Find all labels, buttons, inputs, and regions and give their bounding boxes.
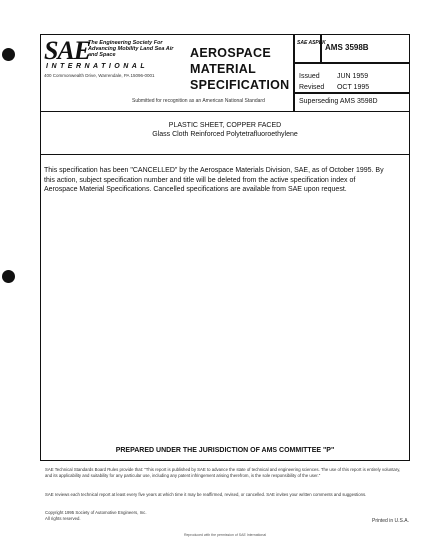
issue-dates [299,71,369,93]
sae-logo [44,38,184,76]
issued-date: JUN 1959 [336,73,369,80]
review-notice: SAE reviews each technical report at least every five years at which time it may be reaffirmed, revised, or cancelled. SAE invites your written comments and suggestions. [45,492,367,497]
cancellation-notice: This specification has been "CANCELLED" by the Aerospace Materials Division, SAE, as of October 1995. By this action, subject specification number and title will be deleted from the active specification index of Aerospace Material Specifications. Cancelled specifications are available from SAE upon request. [44,167,384,193]
stamp-divider [320,34,322,62]
superseding: Superseding AMS 3598D [299,98,378,105]
submitted-note: Submitted for recognition as an American National Standard [132,98,265,104]
revised-row [299,82,369,93]
bottom-note: Reproduced with the permission of SAE International [183,533,267,537]
body-box [40,155,410,461]
header-divider-top [293,62,410,64]
copyright: Copyright 1995 Society of Automotive Engineers, Inc. [45,510,147,515]
document-title: PLASTIC SHEET, COPPER FACED [168,122,282,129]
header-divider-vertical [293,34,295,112]
doc-type-line-3: SPECIFICATION [190,78,290,92]
document-type [190,45,290,93]
revised-date: OCT 1995 [336,84,370,91]
ams-number: AMS 3598B [325,43,369,52]
binder-hole-middle [2,270,15,283]
doc-type-line-1: AEROSPACE [190,46,271,60]
revised-label: Revised [299,84,325,91]
printed-in: Printed in U.S.A. [372,518,409,524]
sae-logo-tagline: The Engineering Society For Advancing Mobility Land Sea Air and Space [88,40,174,58]
prepared-statement: PREPARED UNDER THE JURISDICTION OF AMS COMMITTEE "P" [115,447,335,454]
rights-reserved: All rights reserved. [45,516,81,521]
sae-logo-mark: SAE [44,36,91,65]
sae-stamp: SAE ASPEK [297,40,326,46]
doc-type-line-2: MATERIAL [190,62,257,76]
sae-address: 400 Commonwealth Drive, Warrendale, PA 15096-0001 [44,73,155,78]
binder-hole-top [2,48,15,61]
sae-logo-international: INTERNATIONAL [46,63,149,70]
issued-label: Issued [299,73,320,80]
issued-row [299,71,369,82]
policy-notice: SAE Technical Standards Board Rules provide that: "This report is published by SAE to advance the state of technical and engineering sciences. The use of this report is entirely voluntary, and its applicability and suitability for any particular use, including any patent infringement arising therefrom, is the sole responsibility of the user." [45,467,401,478]
document-subtitle: Glass Cloth Reinforced Polytetrafluoroethylene [152,131,298,138]
